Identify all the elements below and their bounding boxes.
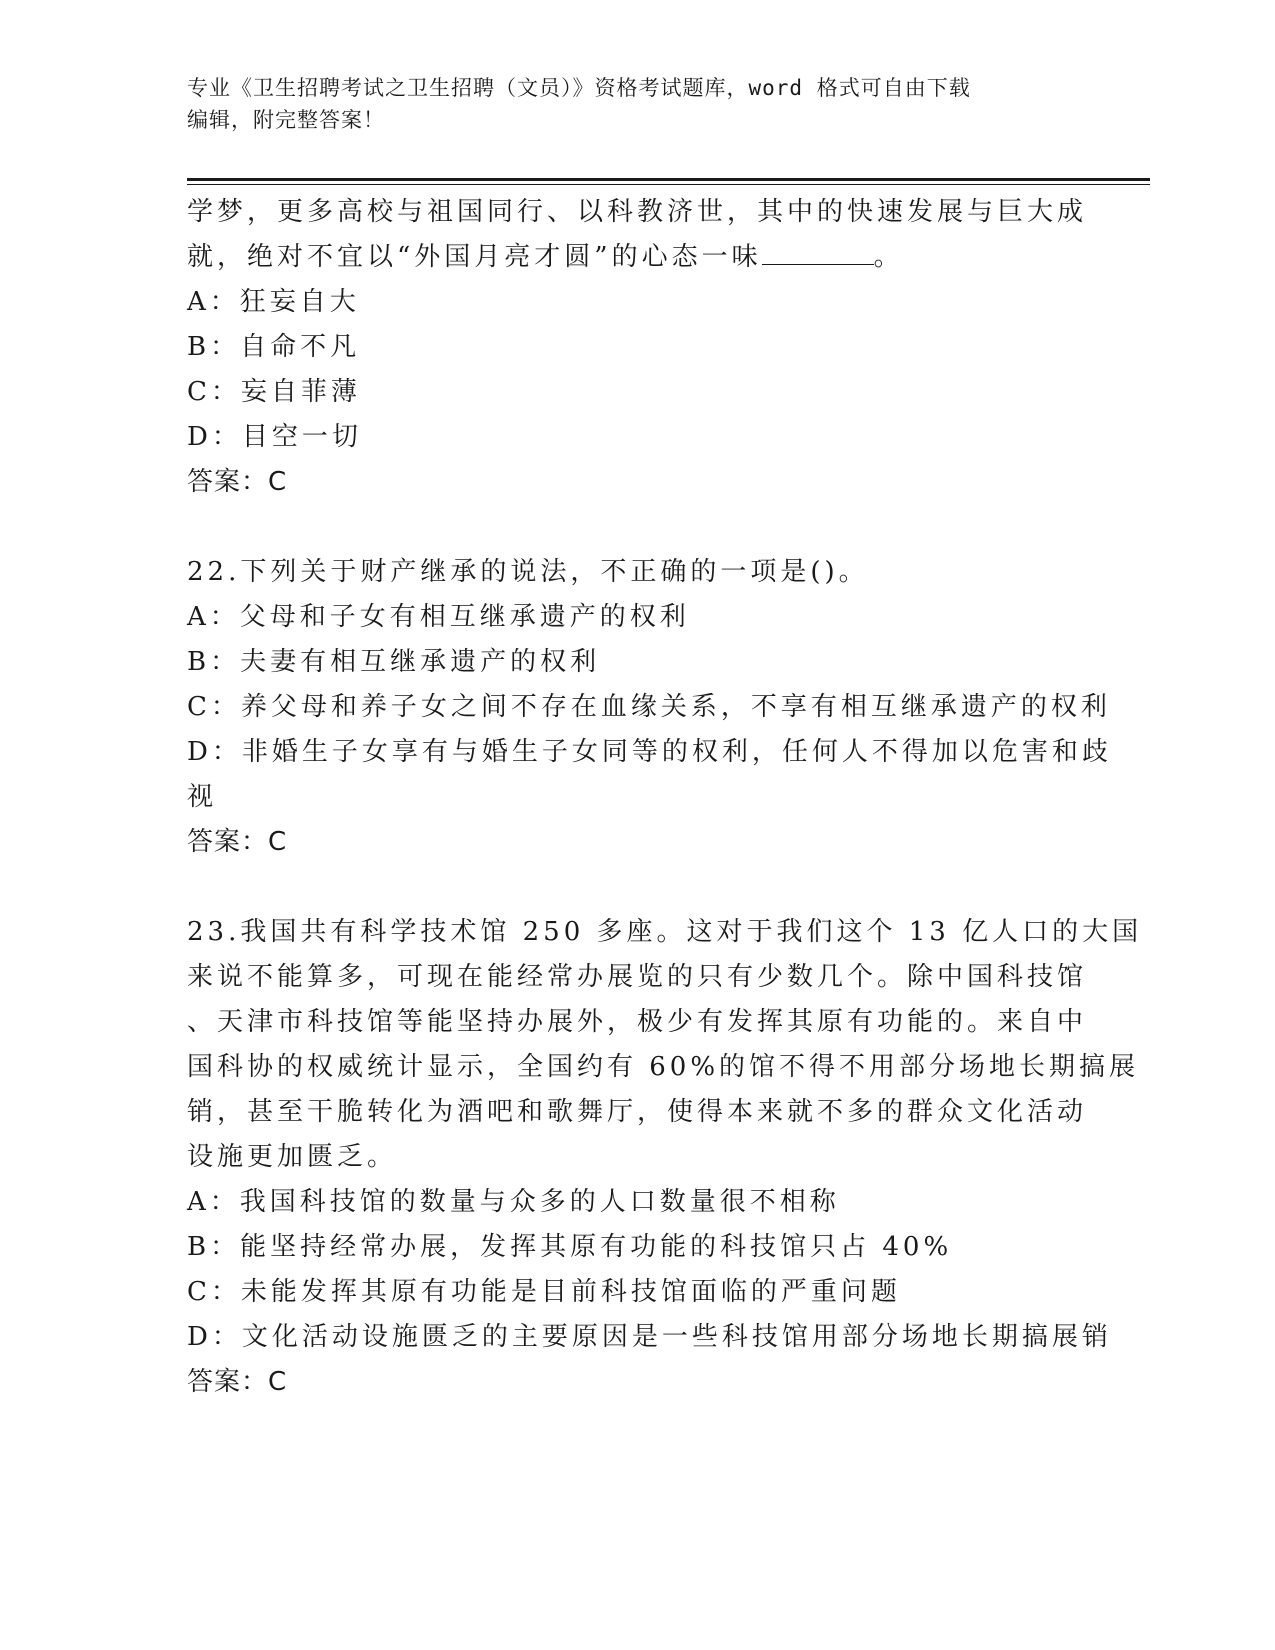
q23-option-d: D：文化活动设施匮乏的主要原因是一些科技馆用部分场地长期搞展销 — [187, 1322, 1112, 1352]
q21-stem-line-2 — [187, 235, 1087, 280]
q21-option-b: B：自命不凡 — [187, 332, 361, 362]
q23-option-c: C：未能发挥其原有功能是目前科技馆面临的严重问题 — [187, 1277, 901, 1307]
q22-answer: 答案：C — [187, 827, 288, 857]
header-line-2: 编辑，附完整答案！ — [187, 108, 385, 132]
q22-option-d-line-2: 视 — [187, 782, 218, 812]
q22-option-d-line-1: D：非婚生子女享有与婚生子女同等的权利，任何人不得加以危害和歧 — [187, 737, 1112, 767]
question-23 — [187, 910, 1143, 1405]
q21-option-c: C：妄自菲薄 — [187, 377, 361, 407]
header-line-1: 专业《卫生招聘考试之卫生招聘（文员）》资格考试题库，word 格式可自由下载 — [187, 76, 971, 100]
fill-blank — [762, 240, 874, 265]
q22-option-c: C：养父母和养子女之间不存在血缘关系，不享有相互继承遗产的权利 — [187, 692, 1111, 722]
header-rule-thin — [187, 184, 1150, 185]
q21-answer: 答案：C — [187, 467, 288, 497]
q23-stem-line-5: 销，甚至干脆转化为酒吧和歌舞厅，使得本来就不多的群众文化活动 — [187, 1097, 1088, 1127]
q22-option-a: A：父母和子女有相互继承遗产的权利 — [187, 602, 690, 632]
question-21 — [187, 190, 1087, 505]
spacer — [187, 865, 1087, 910]
header-rule-thick — [187, 178, 1150, 181]
q21-stem-text: 就，绝对不宜以“外国月亮才圆”的心态一味 — [187, 242, 762, 272]
q21-stem-end: 。 — [873, 242, 904, 272]
q23-stem-line-1: 23.我国共有科学技术馆 250 多座。这对于我们这个 13 亿人口的大国 — [187, 917, 1143, 947]
page-header — [187, 72, 1067, 136]
q23-option-b: B：能坚持经常办展，发挥其原有功能的科技馆只占 40% — [187, 1232, 953, 1262]
question-22 — [187, 550, 1112, 865]
q23-stem-line-2: 来说不能算多，可现在能经常办展览的只有少数几个。除中国科技馆 — [187, 962, 1088, 992]
q23-stem-line-4: 国科协的权威统计显示，全国约有 60%的馆不得不用部分场地长期搞展 — [187, 1052, 1140, 1082]
q21-stem-line-1: 学梦，更多高校与祖国同行、以科教济世，其中的快速发展与巨大成 — [187, 197, 1088, 227]
q21-option-d: D：目空一切 — [187, 422, 362, 452]
q23-stem-line-3: 、天津市科技馆等能坚持办展外，极少有发挥其原有功能的。来自中 — [187, 1007, 1088, 1037]
q21-option-a: A：狂妄自大 — [187, 287, 360, 317]
document-body — [187, 190, 1143, 1405]
q23-option-a: A：我国科技馆的数量与众多的人口数量很不相称 — [187, 1187, 840, 1217]
q22-stem: 22.下列关于财产继承的说法，不正确的一项是()。 — [187, 557, 869, 587]
q23-stem-line-6: 设施更加匮乏。 — [187, 1142, 398, 1172]
q23-answer: 答案：C — [187, 1367, 288, 1397]
spacer — [187, 505, 1087, 550]
q22-option-b: B：夫妻有相互继承遗产的权利 — [187, 647, 601, 677]
